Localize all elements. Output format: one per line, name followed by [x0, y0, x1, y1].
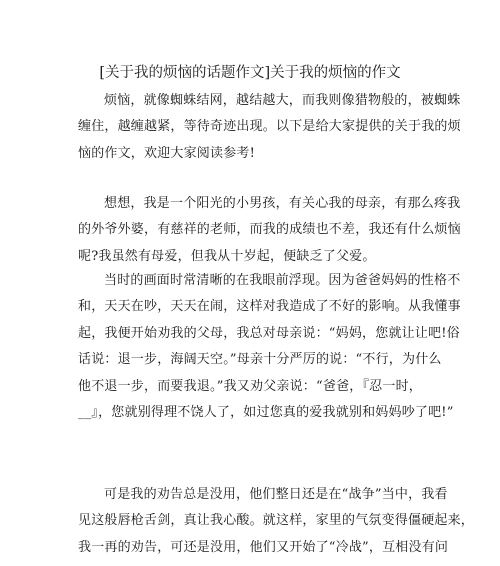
paragraph-line: 他不退一步，而要我退。”我又劝父亲说：“爸爸，『忍一时， — [78, 378, 422, 394]
paragraph-line: 烦恼，就像蜘蛛结网，越结越大，而我则像猎物般的，被蜘蛛 — [104, 93, 461, 108]
paragraph-line: 起，我便开始劝我的父母，我总对母亲说：“妈妈，您就让让吧!俗 — [78, 325, 460, 341]
paragraph-line: 想想，我是一个阳光的小男孩，有关心我的母亲，有那么疼我 — [104, 196, 461, 211]
paragraph-3 — [78, 268, 461, 426]
document-title: [关于我的烦恼的话题作文]关于我的烦恼的作文 — [99, 65, 401, 81]
paragraph-line: 话说：退一步，海阔天空。”母亲十分严厉的说：“不行，为什么 — [78, 352, 442, 368]
paragraph-line: 可是我的劝告总是没用，他们整日还是在“战争”当中，我看 — [104, 487, 448, 502]
paragraph-4 — [78, 482, 475, 561]
paragraph-line: 见这般唇枪舌剑，真让我心酸。就这样，家里的气氛变得僵硬起来， — [78, 513, 475, 529]
paragraph-line: 和，天天在吵，天天在闹，这样对我造成了不好的影响。从我懂事 — [78, 299, 461, 315]
paragraph-line: 的外爷外婆，有慈祥的老师，而我的成绩也不差，我还有什么烦恼 — [78, 222, 461, 238]
paragraph-line: 我一再的劝告，可还是没用，他们又开始了“冷战”，互相没有问 — [78, 539, 449, 555]
paragraph-line: 当时的画面时常清晰的在我眼前浮现。因为爸爸妈妈的性格不 — [104, 273, 461, 288]
paragraph-line: 缠住，越缠越紧，等待奇迹出现。以下是给大家提供的关于我的烦 — [78, 119, 461, 135]
paragraph-2 — [78, 191, 461, 270]
paragraph-line: __』，您就别得理不饶人了，如过您真的爱我就别和妈妈吵了吧!” — [78, 404, 454, 420]
paragraph-1 — [78, 88, 461, 167]
paragraph-line: 呢?我虽然有母爱，但我从十岁起，便缺乏了父爱。 — [78, 248, 376, 264]
paragraph-line: 恼的作文，欢迎大家阅读参考! — [78, 145, 256, 161]
